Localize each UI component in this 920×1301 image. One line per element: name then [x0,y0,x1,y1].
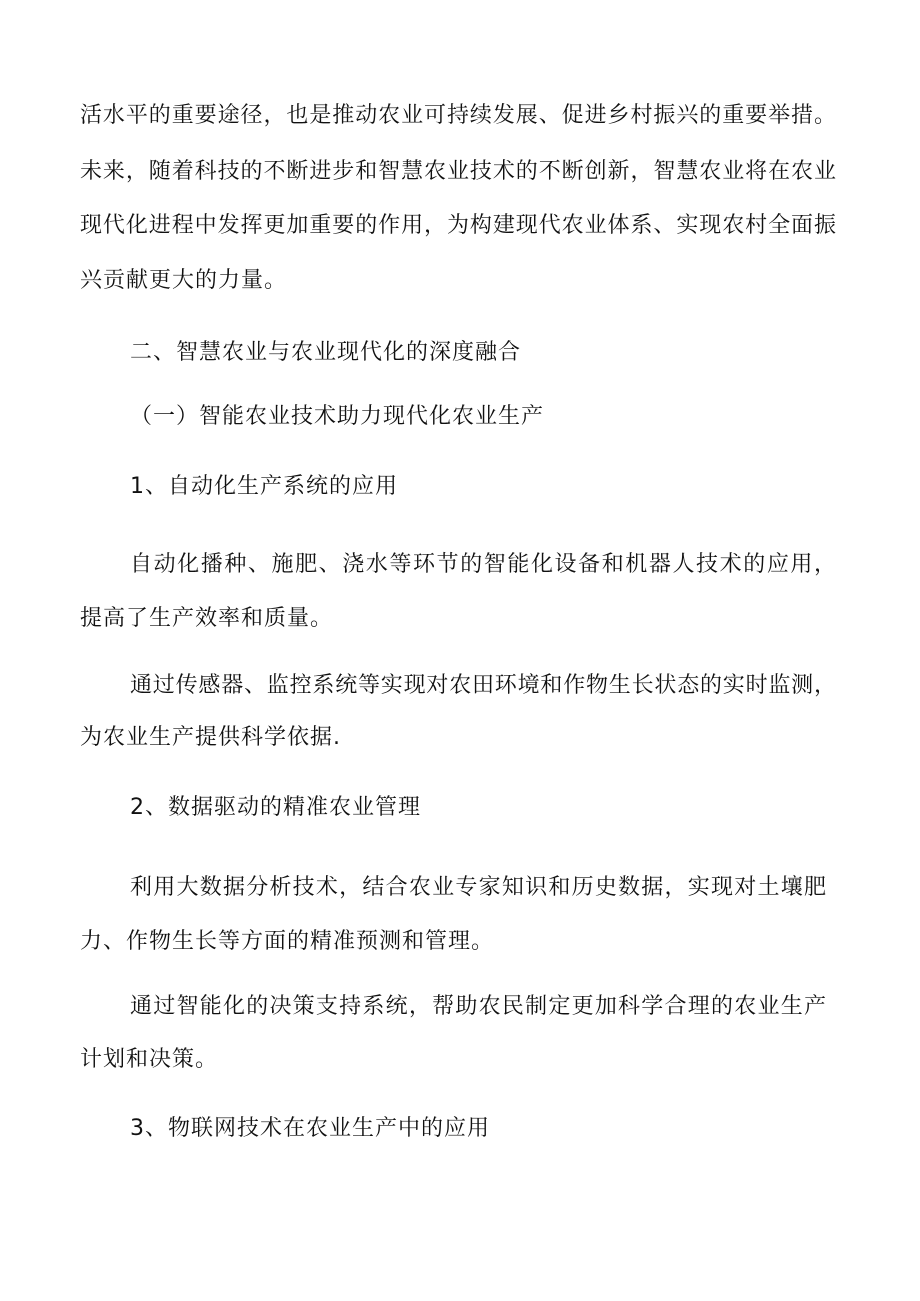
body-line: 通过传感器、监控系统等实现对农田环境和作物生长状态的实时监测， [130,673,836,698]
body-line: 计划和决策。 [80,1047,219,1072]
body-line: 兴贡献更大的力量。 [80,268,288,293]
body-line: 力、作物生长等方面的精准预测和管理。 [80,929,495,954]
body-line: 提高了生产效率和质量。 [80,606,334,631]
body-line: 现代化进程中发挥更加重要的作用，为构建现代农业体系、实现农村全面振 [80,213,836,238]
body-line: 利用大数据分析技术，结合农业专家知识和历史数据，实现对土壤肥 [130,875,826,900]
body-line: 活水平的重要途径，也是推动农业可持续发展、促进乡村振兴的重要举措。 [80,103,836,128]
body-line: 自动化播种、施肥、浇水等环节的智能化设备和机器人技术的应用， [130,552,836,577]
body-line: 通过智能化的决策支持系统，帮助农民制定更加科学合理的农业生产 [130,994,826,1019]
item-heading: 3、物联网技术在农业生产中的应用 [130,1116,490,1141]
body-line: 为农业生产提供科学依据. [80,725,341,750]
body-line: 未来，随着科技的不断进步和智慧农业技术的不断创新，智慧农业将在农业 [80,159,836,184]
item-heading: 1、自动化生产系统的应用 [130,474,398,499]
subsection-heading: （一）智能农业技术助力现代化农业生产 [130,404,545,429]
section-heading: 二、智慧农业与农业现代化的深度融合 [130,340,522,365]
item-heading: 2、数据驱动的精准农业管理 [130,795,421,820]
